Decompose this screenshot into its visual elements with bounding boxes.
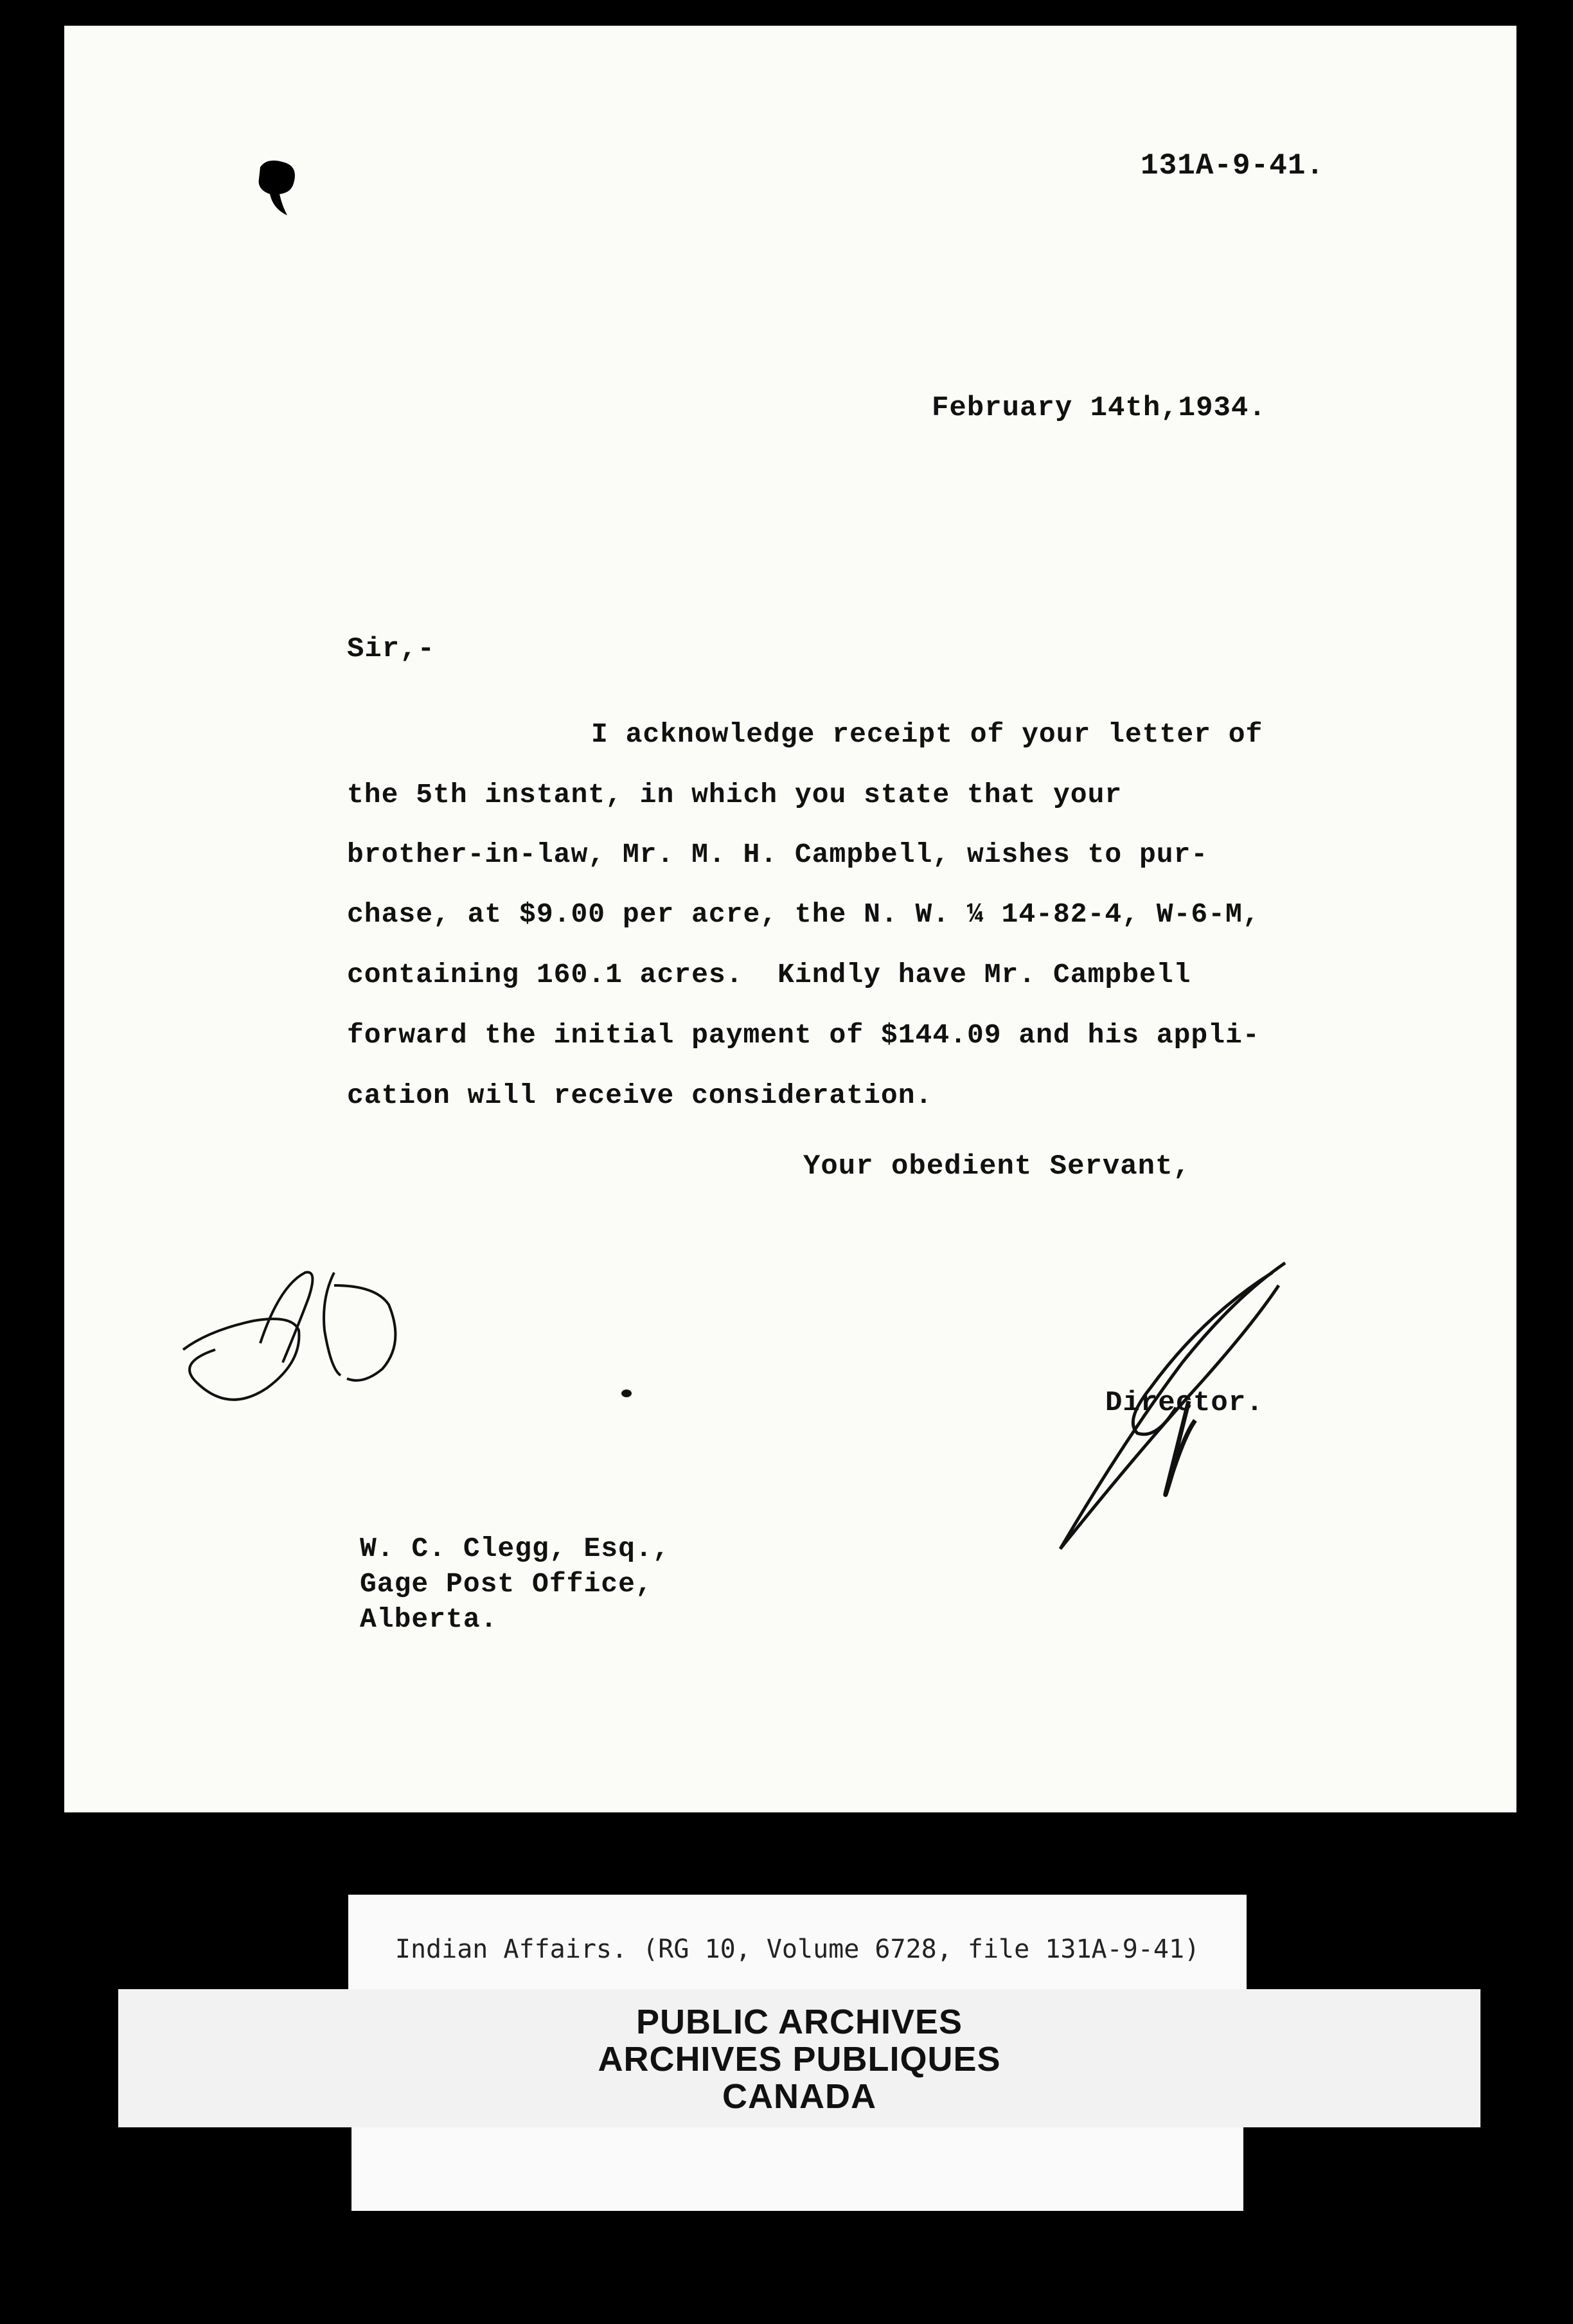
- body-line: containing 160.1 acres. Kindly have Mr. Campbell: [347, 959, 1191, 990]
- archive-label-strip: [351, 2127, 1243, 2211]
- body-line: brother-in-law, Mr. M. H. Campbell, wishes to pur-: [347, 839, 1209, 870]
- address-line: Alberta.: [360, 1604, 498, 1635]
- letter-date: February 14th,1934.: [932, 392, 1266, 424]
- archive-stamp: [118, 1989, 1480, 2127]
- closing: Your obedient Servant,: [803, 1150, 1191, 1183]
- salutation: Sir,-: [347, 633, 436, 665]
- file-reference: 131A-9-41.: [1141, 149, 1325, 183]
- stamp-line: CANADA: [722, 2077, 876, 2116]
- body-line: cation will receive consideration.: [347, 1080, 933, 1111]
- stamp-line: ARCHIVES PUBLIQUES: [598, 2040, 1001, 2078]
- stamp-line: PUBLIC ARCHIVES: [635, 2003, 963, 2041]
- archive-caption-label: [348, 1895, 1247, 1991]
- archive-caption: Indian Affairs. (RG 10, Volume 6728, file 131A-9-41): [395, 1935, 1200, 1964]
- dot-mark: [620, 1388, 633, 1402]
- initials-signature: [170, 1260, 459, 1424]
- body-line: chase, at $9.00 per acre, the N. W. ¼ 14-82-4, W-6-M,: [347, 898, 1260, 930]
- ink-blot: [254, 154, 305, 222]
- body-line: I acknowledge receipt of your letter of: [591, 719, 1263, 750]
- address-line: W. C. Clegg, Esq.,: [360, 1533, 670, 1564]
- body-line: forward the initial payment of $144.09 and his appli-: [347, 1019, 1260, 1051]
- body-line: the 5th instant, in which you state that your: [347, 779, 1123, 810]
- signatory-title: Director.: [1105, 1387, 1264, 1419]
- address-line: Gage Post Office,: [360, 1568, 653, 1600]
